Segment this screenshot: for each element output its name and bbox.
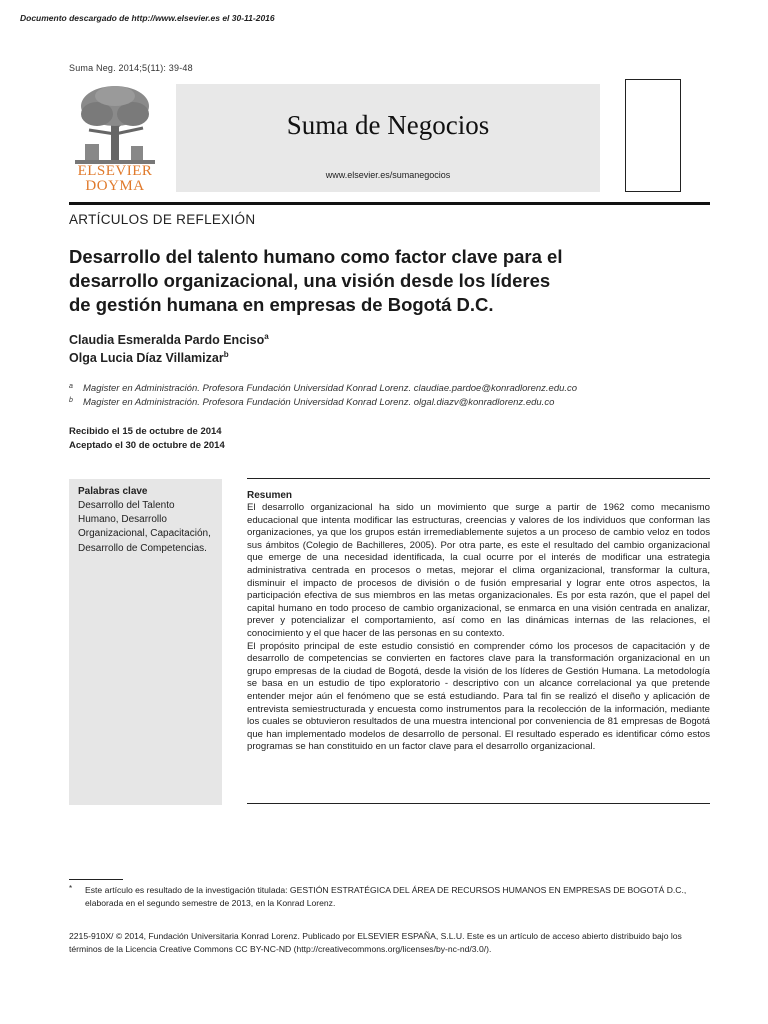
tree-logo-icon <box>75 84 155 164</box>
affiliation-b <box>69 397 554 408</box>
footnote-text: Este artículo es resultado de la investigación titulada: GESTIÓN ESTRATÉGICA DEL ÁREA DE RECURSOS HUMANOS EN EMPRESAS DE BOGOTÁ D.C., elaborada en el segundo semestre de 2013, en la Konrad Lorenz. <box>85 885 687 908</box>
author-1 <box>69 332 269 347</box>
footnote <box>69 884 709 910</box>
journal-url[interactable]: www.elsevier.es/sumanegocios <box>325 170 451 180</box>
abstract-top-divider <box>247 478 710 479</box>
footnote-divider <box>69 879 123 880</box>
author-mark: b <box>223 350 229 359</box>
abstract-paragraph: El propósito principal de este estudio consistió en comprender cómo los procesos de capacitación y de desarrollo de competencias se convierten en factores clave para la transformación organizacional en un grupo empresas de la ciudad de Bogotá, desde la visión de los líderes de Gestión Humana. La metodología se basa en un estudio de tipo exploratorio - descriptivo con un alcance correlacional ya que pretende entender mejor aún el fenómeno que se está estudiando. Para tal fin se realizó el diseño y aplicación de entrevista semiestructurada y encuesta como instrumentos para la recolección de la información, mediante los cuales se obtuvieron resultados de una muestra intencional por conveniencia de 81 empresas de Bogotá que han implementado modelos de desarrollo de personal. El resultado esperado es identificar cómo estos programas se han constituido en un factor clave para el desarrollo organizacional. <box>247 640 710 753</box>
title-line: de gestión humana en empresas de Bogotá D.C. <box>69 294 494 315</box>
journal-banner <box>176 84 600 192</box>
journal-title: Suma de Negocios <box>286 110 490 140</box>
logo-wordmark-doyma: DOYMA <box>85 178 145 194</box>
journal-cover-placeholder <box>625 79 681 192</box>
title-line: desarrollo organizacional, una visión desde los líderes <box>69 270 551 291</box>
accepted-date: Aceptado el 30 de octubre de 2014 <box>69 440 225 451</box>
abstract-bottom-divider <box>247 803 710 804</box>
logo-wordmark-elsevier: ELSEVIER <box>77 163 153 179</box>
author-mark: a <box>264 332 269 341</box>
keywords-heading: Palabras clave <box>78 486 148 497</box>
received-date: Recibido el 15 de octubre de 2014 <box>69 426 222 437</box>
abstract-body <box>247 502 710 754</box>
affiliation-text: Magister en Administración. Profesora Fundación Universidad Konrad Lorenz. olgal.diazv@konradlorenz.edu.co <box>83 397 555 408</box>
abstract-paragraph: El desarrollo organizacional ha sido un movimiento que surge a partir de 1962 como mecanismo educacional que intenta modificar las estructuras, creencias y valores de los individuos que conforman las organizaciones, ya que los grupos están irremediablemente sujetos a un proceso de cambio veloz en todos sus ámbitos (Colegio de Bachilleres, 2005). Por otra parte, es este el resultado del cambio organizacional que emerge de una necesidad identificada, la cual ocurre por el interés de modificar una estrategia administrativa centrada en procesos o metas, mejorar el clima organizacional, transformar la cultura, disminuir el impacto de procesos de división o de fusión empresarial y lograr ente otros aspectos, la participación efectiva de sus miembros en las metas organizacionales. Es por esta razón, que el papel del capital humano en todo proceso de cambio organizacional, se enmarca en una visión centrada en analizar, prever y potencializar el comportamiento, así como en las dinámicas internas de las relaciones, el conocimiento y el que hacer de las personas en su contexto. <box>247 502 710 639</box>
affiliation-mark: a <box>69 383 73 390</box>
affiliation-a <box>69 383 577 394</box>
footnote-mark: * <box>69 884 73 893</box>
affiliation-mark: b <box>69 397 73 404</box>
author-name: Olga Lucia Díaz Villamizar <box>69 351 224 366</box>
keywords-panel <box>69 479 222 805</box>
section-label: ARTÍCULOS DE REFLEXIÓN <box>69 212 256 227</box>
affiliation-text: Magister en Administración. Profesora Fundación Universidad Konrad Lorenz. claudiae.pardoe@konradlorenz.edu.co <box>83 383 578 394</box>
article-title <box>69 245 669 317</box>
abstract-heading: Resumen <box>247 490 293 501</box>
header-divider <box>69 202 710 205</box>
download-note: Documento descargado de http://www.elsevier.es el 30-11-2016 <box>20 13 275 23</box>
elsevier-logo <box>69 84 161 194</box>
citation: Suma Neg. 2014;5(11): 39-48 <box>69 63 193 73</box>
license-notice: 2215-910X/ © 2014, Fundación Universitaria Konrad Lorenz. Publicado por ELSEVIER ESPAÑA, S.L.U. Este es un artículo de acceso abierto distribuido bajo los términos de la Licencia Creative Commons CC BY-NC-ND (http://creativecommons.org/licenses/by-nc-nd/3.0/). <box>69 931 682 954</box>
keywords-list: Desarrollo del Talento Humano, Desarrollo Organizacional, Capacitación, Desarrollo de Competencias. <box>78 500 211 554</box>
title-line: Desarrollo del talento humano como factor clave para el <box>69 246 563 267</box>
author-2 <box>69 350 229 365</box>
author-name: Claudia Esmeralda Pardo Enciso <box>69 333 265 348</box>
